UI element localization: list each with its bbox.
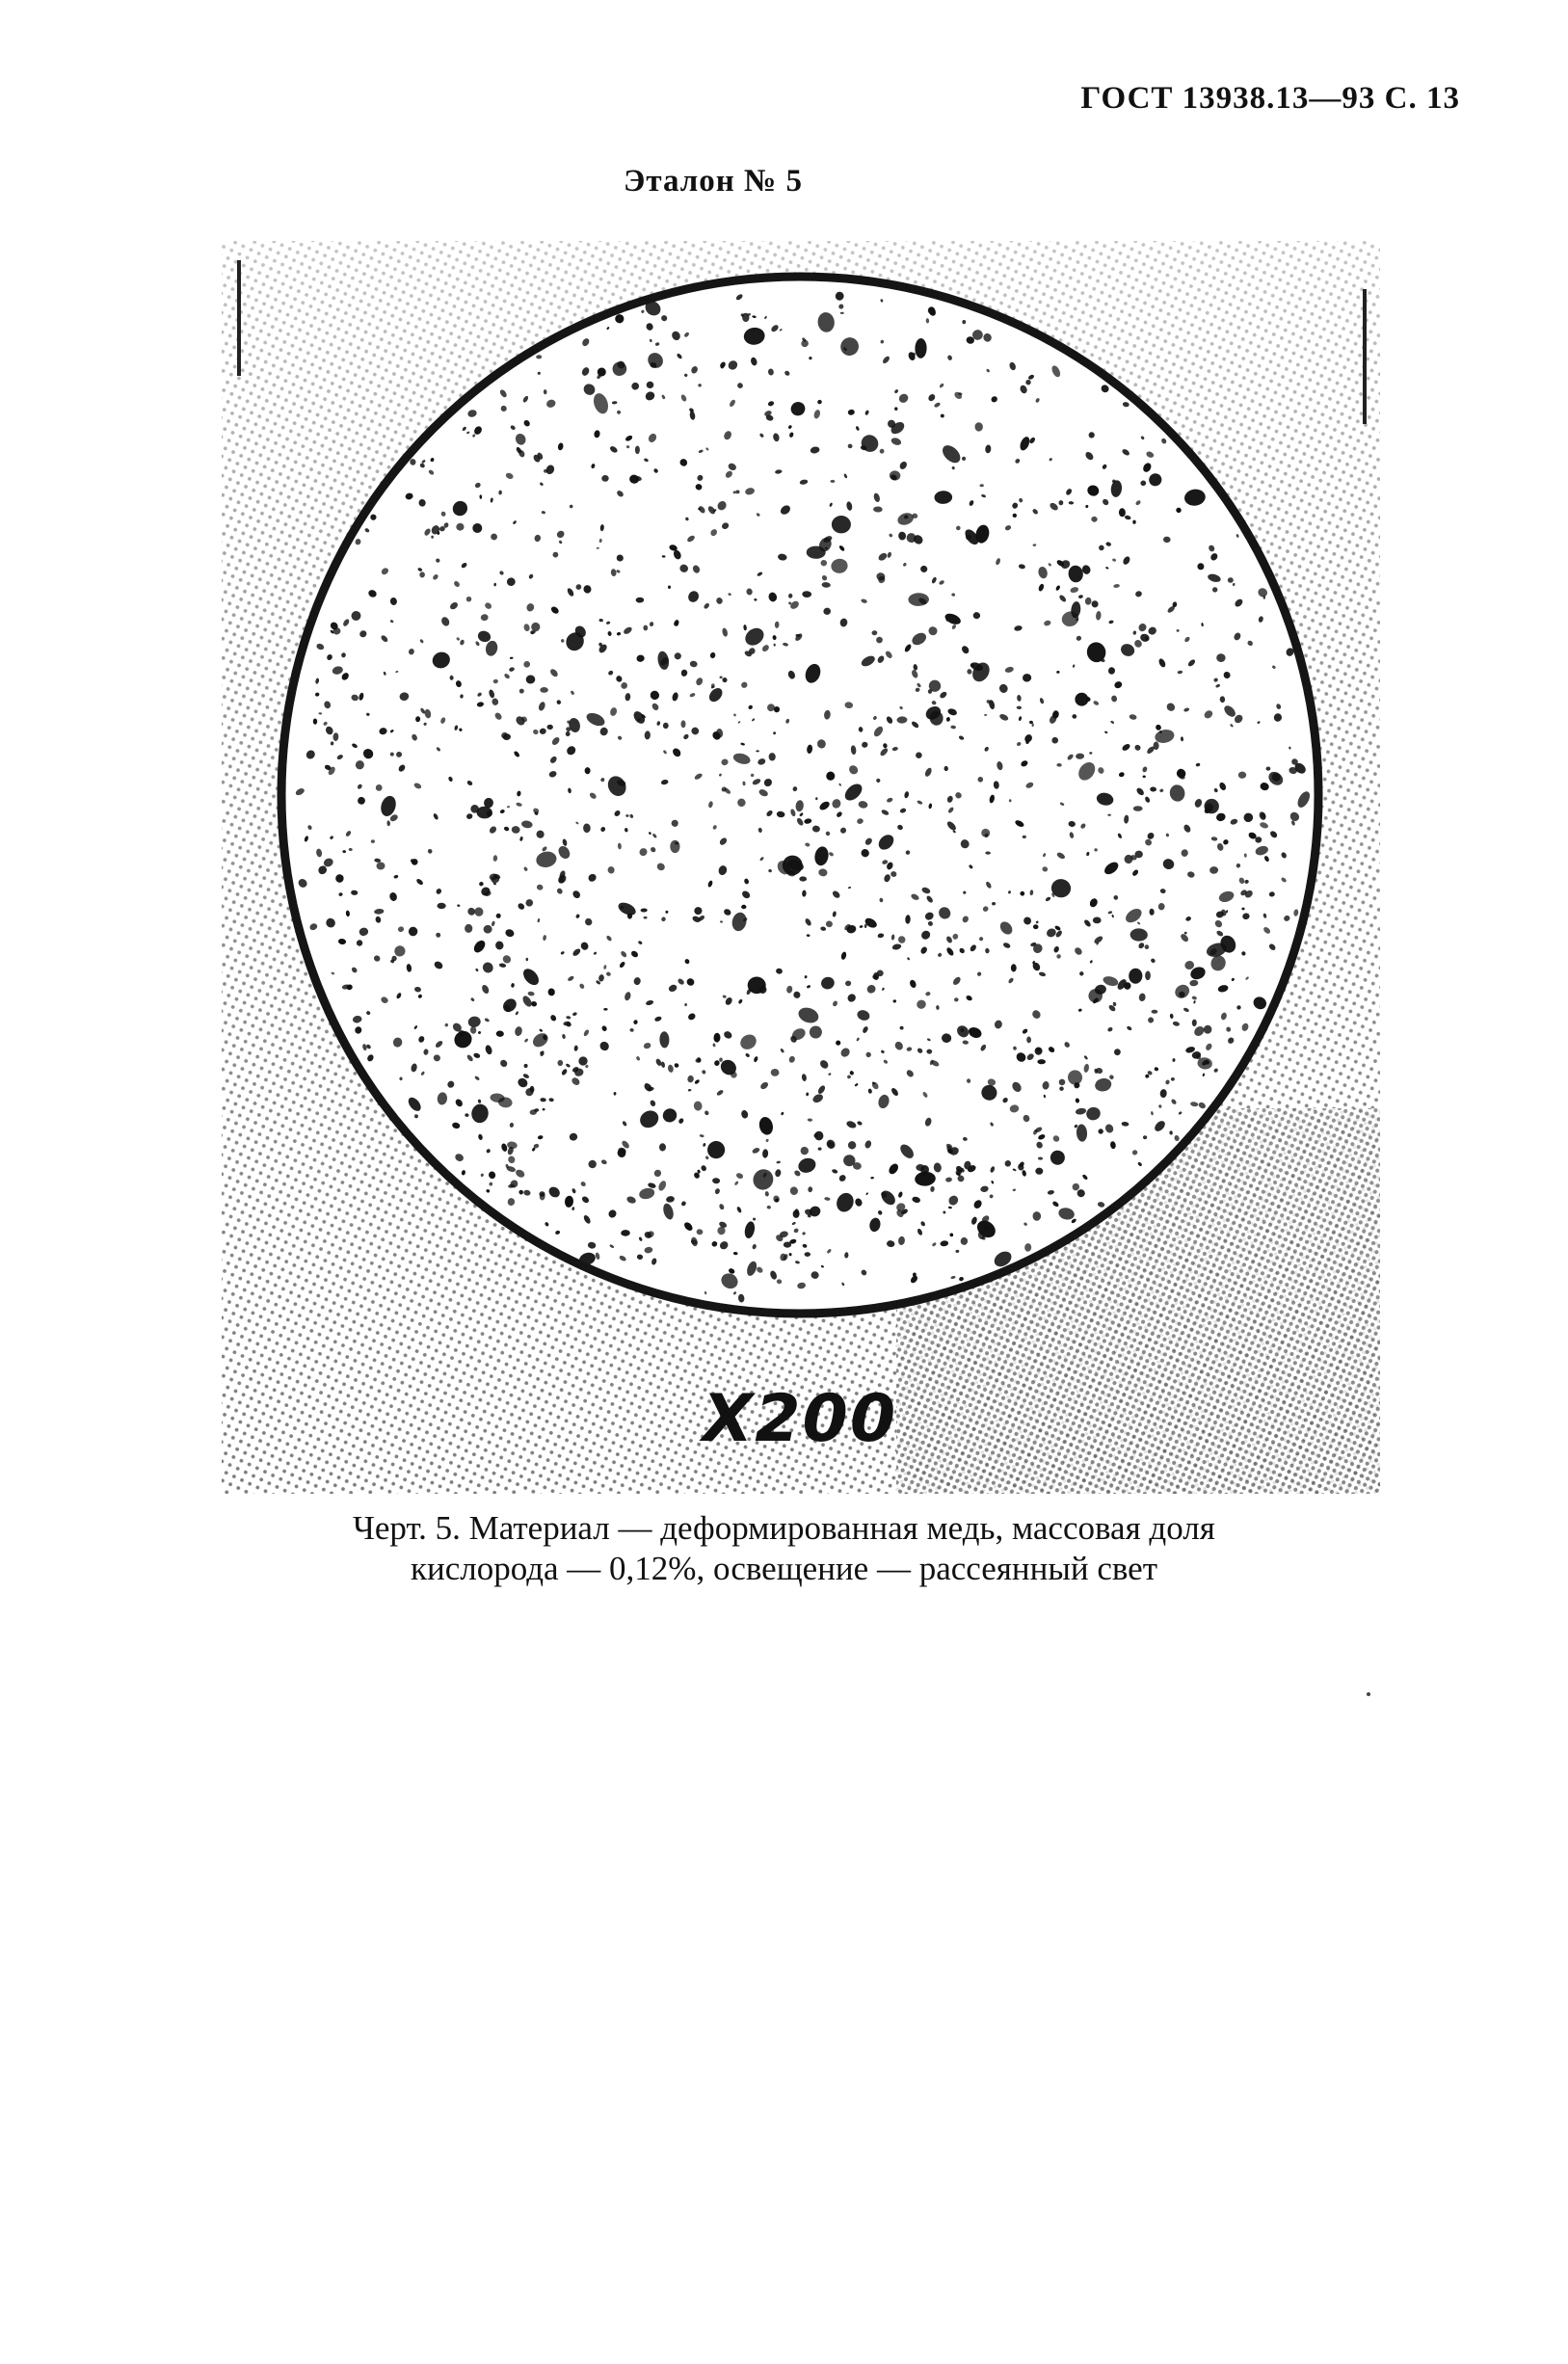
oxide-particle [547, 725, 553, 730]
oxide-particle [1133, 806, 1143, 811]
page-header: ГОСТ 13938.13—93 С. 13 [1080, 81, 1460, 116]
oxide-particle [1037, 1059, 1046, 1064]
oxide-particle [1132, 520, 1135, 524]
oxide-particle [1135, 851, 1143, 859]
oxide-particle [830, 480, 835, 483]
oxide-particle [399, 1077, 402, 1081]
oxide-particle [1143, 776, 1146, 779]
caption-line-1: Черт. 5. Материал — деформированная медь, массовая доля [353, 1509, 1215, 1547]
oxide-particle [558, 1060, 564, 1066]
caption-line-2: кислорода — 0,12%, освещение — рассеянный свет [410, 1550, 1158, 1587]
micrograph-image [222, 241, 1380, 1494]
oxide-particle [540, 687, 548, 693]
figure-title: Эталон № 5 [624, 164, 803, 199]
oxide-particle [832, 516, 851, 533]
oxide-particle [459, 1030, 465, 1037]
micrograph-figure [222, 241, 1380, 1494]
field-of-view [281, 277, 1318, 1314]
oxide-particle [741, 905, 746, 909]
oxide-particle [1011, 964, 1017, 971]
oxide-particle [1145, 1075, 1149, 1078]
oxide-particle [805, 1252, 811, 1257]
stray-mark [1367, 1692, 1370, 1696]
oxide-particle [668, 586, 671, 589]
oxide-particle [635, 446, 640, 455]
oxide-particle [371, 839, 375, 843]
figure-caption [0, 1508, 1568, 1589]
magnification-label: X200 [702, 1381, 898, 1457]
oxide-particle [670, 840, 679, 853]
